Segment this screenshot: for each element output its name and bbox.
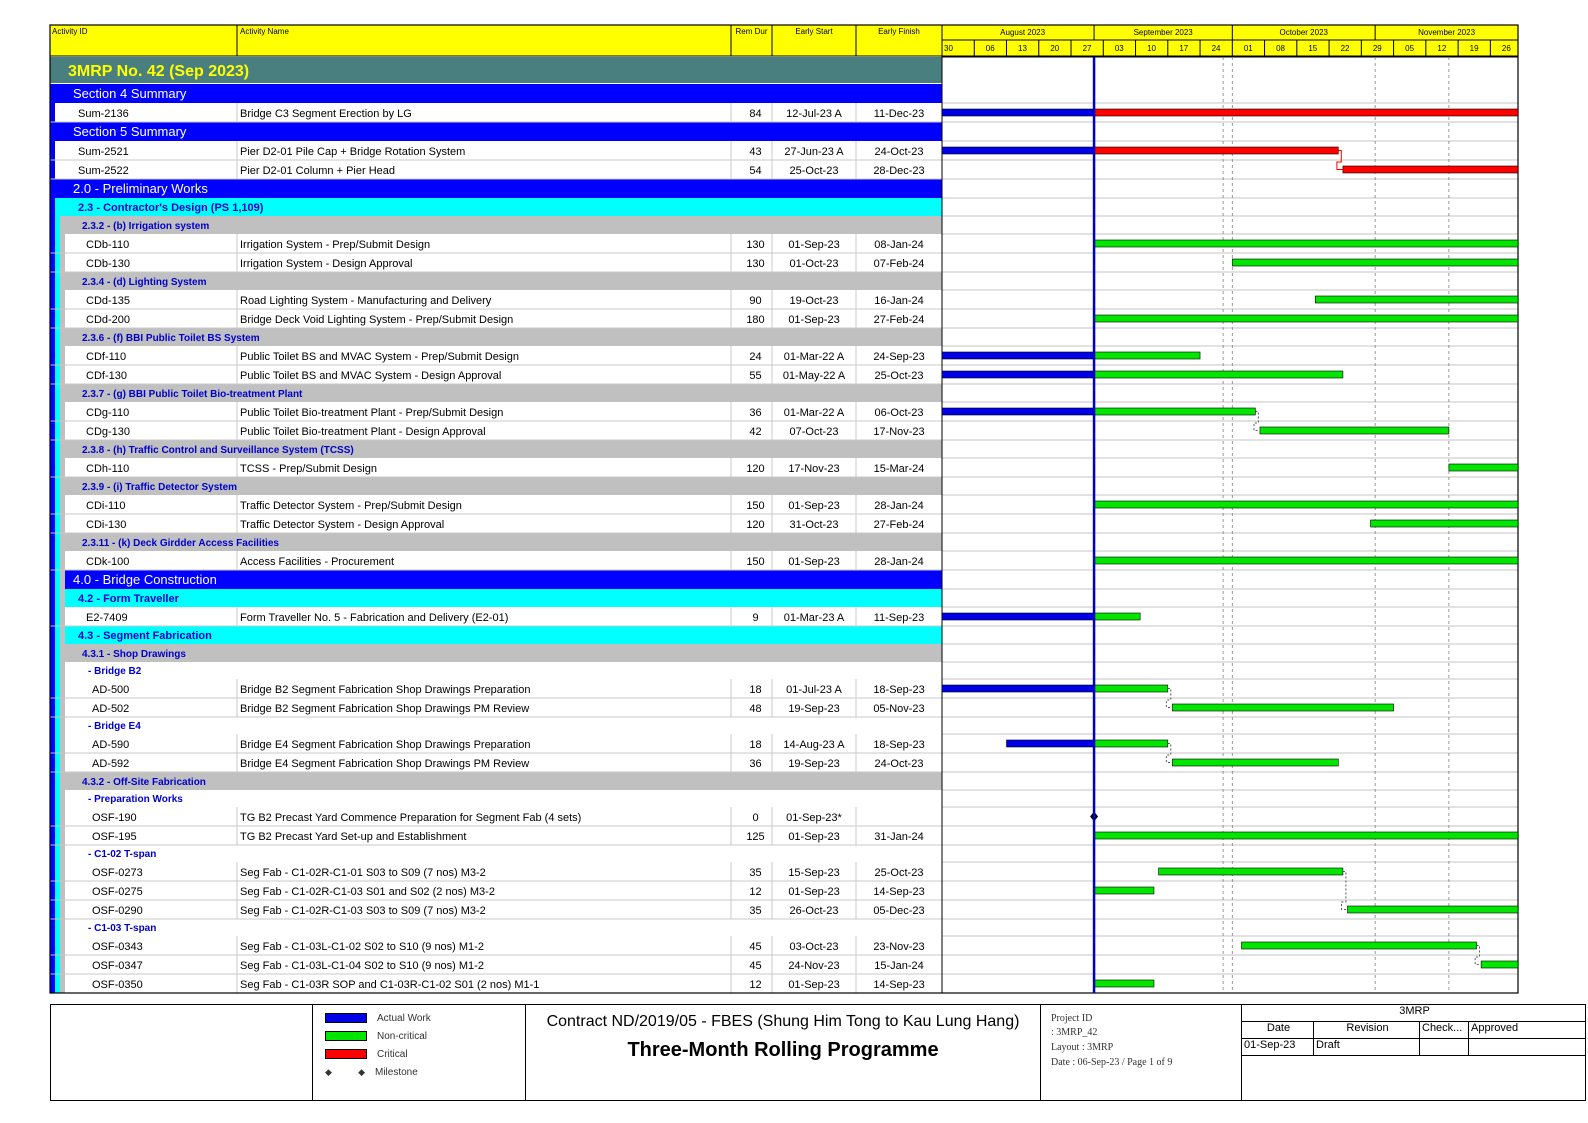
rem-dur: 120 [746,519,765,531]
early-start: 19-Oct-23 [789,295,839,307]
early-start: 01-May-22 A [782,370,846,382]
rem-dur: 120 [746,463,765,475]
legend-critical-swatch [325,1049,367,1059]
header-activity-id: Activity ID [52,27,88,36]
wbs-band-level2 [50,589,942,607]
week-label: 08 [1276,44,1286,53]
week-label: 05 [1405,44,1415,53]
activity-name: Traffic Detector System - Prep/Submit Design [240,500,462,512]
left-gutter-level3 [60,224,65,993]
early-finish: 25-Oct-23 [874,370,924,382]
gantt-bar-actual [942,371,1094,378]
gantt-bar-noncritical [1232,259,1518,266]
revision-title: 3MRP [1242,1005,1585,1022]
early-start: 01-Sep-23 [788,556,840,568]
header-early-finish: Early Finish [878,27,920,36]
early-finish: 15-Mar-24 [873,463,925,475]
week-label: 30 [944,44,953,53]
activity-id: OSF-0347 [92,960,143,972]
header-early-start: Early Start [795,27,833,36]
week-label: 17 [1179,44,1189,53]
early-start: 15-Sep-23 [788,867,840,879]
gantt-bar-noncritical [1449,464,1518,471]
activity-id: CDk-100 [86,556,130,568]
activity-id: AD-590 [92,739,130,751]
activity-id: CDi-130 [86,519,127,531]
header-rem-dur: Rem Dur [735,27,768,36]
wbs-band-label: 2.3.4 - (d) Lighting System [82,277,207,288]
gantt-bar-noncritical [1094,408,1255,415]
gantt-bar-actual [1007,740,1095,747]
early-start: 01-Sep-23 [788,239,840,251]
gantt-bar-actual [942,352,1094,359]
gantt-bar-noncritical [1242,942,1477,949]
early-start: 01-Sep-23* [786,812,842,824]
project-id-label: Project ID [1051,1013,1093,1024]
rem-dur: 12 [749,886,762,898]
activity-id: AD-500 [92,684,130,696]
gantt-bar-noncritical [1094,371,1343,378]
activity-id: CDd-135 [86,295,131,307]
rem-dur: 18 [749,739,762,751]
activity-id: AD-502 [92,703,130,715]
activity-name: Traffic Detector System - Design Approval [240,519,445,531]
legend-milestone: ◆ ◆ Milestone [325,1066,418,1078]
activity-name: TG B2 Precast Yard Set-up and Establishment [240,831,467,843]
activity-id: CDh-110 [86,463,130,475]
gantt-bar-noncritical [1094,832,1518,839]
week-label: 10 [1147,44,1156,53]
contract-title: Contract ND/2019/05 - FBES (Shung Him Tong to Kau Lung Hang) [546,1013,1020,1030]
wbs-band-label: 2.3.9 - (i) Traffic Detector System [82,482,238,493]
project-info [1041,1005,1242,1100]
rem-dur: 42 [749,426,762,438]
wbs-sub-band [50,662,942,679]
gantt-bar-noncritical [1094,240,1518,247]
early-start: 19-Sep-23 [788,758,840,770]
activity-name: Pier D2-01 Column + Pier Head [240,165,395,177]
wbs-band-label: 4.2 - Form Traveller [78,593,179,605]
rev-approved [1469,1039,1585,1056]
wbs-band-label: 2.3.2 - (b) Irrigation system [82,221,210,232]
activity-id: CDg-130 [86,426,131,438]
early-finish: 11-Dec-23 [873,108,925,120]
activity-name: Seg Fab - C1-03L-C1-04 S02 to S10 (9 nos) M1-2 [240,960,484,972]
dependency-link [1342,872,1348,910]
gantt-bar-noncritical [1094,315,1518,322]
activity-id: OSF-0350 [92,979,143,991]
rem-dur: 55 [749,370,762,382]
early-start: 12-Jul-23 A [786,108,842,120]
early-start: 26-Oct-23 [789,905,839,917]
early-finish: 07-Feb-24 [873,258,925,270]
wbs-band-label: 2.3.11 - (k) Deck Girdder Access Facilities [82,538,279,549]
activity-id: AD-592 [92,758,130,770]
footer-blank [51,1005,313,1100]
activity-name: Bridge E4 Segment Fabrication Shop Drawings PM Review [240,758,530,770]
activity-id: OSF-0275 [92,886,143,898]
gantt-bar-noncritical [1094,501,1518,508]
rem-dur: 43 [749,146,762,158]
programme-title: 3MRP No. 42 (Sep 2023) [68,63,250,80]
gantt-bar-noncritical [1094,557,1518,564]
wbs-band-label: 2.3.7 - (g) BBI Public Toilet Bio-treatment Plant [82,389,303,400]
legend-actual-swatch [325,1013,367,1023]
activity-name: Irrigation System - Design Approval [240,258,413,270]
header-activity-name: Activity Name [240,27,289,36]
project-id: : 3MRP_42 [1051,1027,1098,1038]
gantt-bar-critical [1094,147,1338,154]
activity-name: Bridge B2 Segment Fabrication Shop Drawings Preparation [240,684,531,696]
title-box [526,1005,1041,1100]
week-label: 03 [1114,44,1124,53]
early-finish: 28-Jan-24 [874,556,924,568]
wbs-sub-band [50,845,942,862]
rem-dur: 84 [749,108,762,120]
rem-dur: 130 [746,239,765,251]
early-finish: 14-Sep-23 [873,979,925,991]
gantt-bar-noncritical [1159,868,1343,875]
gantt-bar-noncritical [1260,427,1449,434]
month-label: September 2023 [1133,28,1193,37]
early-finish: 25-Oct-23 [874,867,924,879]
rem-dur: 0 [752,812,759,824]
activity-name: Road Lighting System - Manufacturing and Delivery [240,295,492,307]
early-finish: 05-Nov-23 [873,703,925,715]
early-finish: 08-Jan-24 [874,239,924,251]
gantt-bar-actual [942,147,1094,154]
legend-box [313,1005,526,1100]
title-block [50,1004,1586,1101]
early-start: 31-Oct-23 [789,519,839,531]
legend-noncritical: Non-critical [325,1029,427,1043]
rem-dur: 125 [746,831,765,843]
rev-check [1420,1039,1469,1056]
activity-id: OSF-0273 [92,867,143,879]
week-label: 27 [1082,44,1092,53]
wbs-sub-label: - Preparation Works [88,794,183,805]
legend-noncritical-swatch [325,1031,367,1041]
week-label: 15 [1308,44,1318,53]
rem-dur: 12 [749,979,762,991]
early-start: 01-Oct-23 [789,258,839,270]
month-label: October 2023 [1279,28,1328,37]
early-start: 25-Oct-23 [789,165,839,177]
wbs-sub-band [50,717,942,734]
activity-name: TG B2 Precast Yard Commence Preparation for Segment Fab (4 sets) [240,812,582,824]
wbs-band-label: 4.0 - Bridge Construction [73,572,217,587]
wbs-sub-band [50,790,942,807]
gantt-bar-noncritical [1315,296,1518,303]
wbs-band-label: 4.3 - Segment Fabrication [78,630,212,642]
gantt-bar-noncritical [1172,704,1393,711]
diamond-icon: ◆ ◆ [325,1066,365,1077]
wbs-sub-label: - C1-02 T-span [88,849,157,860]
week-label: 19 [1469,44,1479,53]
rem-dur: 36 [749,758,762,770]
activity-name: Form Traveller No. 5 - Fabrication and Delivery (E2-01) [240,612,509,624]
rem-dur: 150 [746,556,765,568]
activity-name: Public Toilet Bio-treatment Plant - Prep/Submit Design [240,407,504,419]
early-start: 24-Nov-23 [788,960,840,972]
activity-name: Pier D2-01 Pile Cap + Bridge Rotation System [240,146,466,158]
activity-id: CDf-130 [86,370,127,382]
early-finish: 05-Dec-23 [873,905,925,917]
early-finish: 17-Nov-23 [873,426,925,438]
early-start: 01-Mar-22 A [783,407,845,419]
month-label: November 2023 [1418,28,1476,37]
wbs-sub-band [50,919,942,936]
wbs-band-label: 2.3.8 - (h) Traffic Control and Surveillance System (TCSS) [82,445,354,456]
activity-name: Access Facilities - Procurement [240,556,395,568]
rem-dur: 90 [749,295,762,307]
rem-dur: 54 [749,165,762,177]
layout-name: Layout : 3MRP [1051,1042,1114,1053]
gantt-bar-noncritical [1481,961,1518,968]
legend-actual: Actual Work [325,1011,431,1025]
week-label: 24 [1211,44,1221,53]
rem-dur: 180 [746,314,765,326]
activity-id: CDb-110 [86,239,130,251]
activity-id: Sum-2522 [78,165,129,177]
wbs-sub-label: - Bridge B2 [88,666,142,677]
wbs-band-label: Section 5 Summary [73,124,187,139]
early-finish: 24-Sep-23 [873,351,925,363]
week-label: 01 [1243,44,1253,53]
rem-dur: 45 [749,960,762,972]
early-start: 01-Sep-23 [788,886,840,898]
wbs-band-label: Section 4 Summary [73,86,187,101]
early-start: 01-Mar-23 A [783,612,845,624]
early-start: 07-Oct-23 [789,426,839,438]
gantt-bar-actual [942,408,1094,415]
activity-name: Bridge B2 Segment Fabrication Shop Drawings PM Review [240,703,530,715]
activity-id: OSF-0290 [92,905,143,917]
wbs-sub-label: - C1-03 T-span [88,923,157,934]
rem-dur: 36 [749,407,762,419]
activity-name: Seg Fab - C1-03R SOP and C1-03R-C1-02 S01 (2 nos) M1-1 [240,979,540,991]
week-label: 12 [1437,44,1447,53]
rem-dur: 48 [749,703,762,715]
early-finish: 24-Oct-23 [874,758,924,770]
early-finish: 18-Sep-23 [873,739,925,751]
activity-id: E2-7409 [86,612,128,624]
early-finish: 18-Sep-23 [873,684,925,696]
early-start: 01-Jul-23 A [786,684,842,696]
rem-dur: 45 [749,941,762,953]
gantt-bar-critical [1343,166,1518,173]
week-label: 22 [1340,44,1350,53]
left-gutter-level1 [50,84,55,993]
rev-header-check: Check... [1420,1022,1469,1039]
early-start: 03-Oct-23 [789,941,839,953]
programme-subtitle: Three-Month Rolling Programme [627,1039,939,1061]
wbs-band-label: 4.3.2 - Off-Site Fabrication [82,777,206,788]
early-finish: 23-Nov-23 [873,941,925,953]
activity-id: CDi-110 [86,500,126,512]
activity-id: CDf-110 [86,351,127,363]
rem-dur: 18 [749,684,762,696]
early-finish: 27-Feb-24 [873,314,925,326]
early-start: 01-Sep-23 [788,314,840,326]
gantt-bar-actual [942,109,1094,116]
wbs-band-label: 2.0 - Preliminary Works [73,181,208,196]
wbs-band-label: 4.3.1 - Shop Drawings [82,649,186,660]
activity-id: CDd-200 [86,314,131,326]
week-label: 06 [985,44,995,53]
activity-id: OSF-190 [92,812,137,824]
early-finish: 06-Oct-23 [874,407,924,419]
gantt-bar-noncritical [1094,613,1140,620]
early-start: 01-Sep-23 [788,979,840,991]
rem-dur: 35 [749,867,762,879]
early-start: 17-Nov-23 [788,463,840,475]
early-start: 01-Sep-23 [788,500,840,512]
early-start: 19-Sep-23 [788,703,840,715]
activity-name: Seg Fab - C1-02R-C1-01 S03 to S09 (7 nos) M3-2 [240,867,486,879]
wbs-sub-label: - Bridge E4 [88,721,141,732]
early-finish: 24-Oct-23 [874,146,924,158]
gantt-bar-critical [1094,109,1518,116]
early-finish: 31-Jan-24 [874,831,924,843]
gantt-bar-noncritical [1371,520,1518,527]
rem-dur: 9 [752,612,759,624]
rev-date: 01-Sep-23 [1242,1039,1314,1056]
gantt-bar-noncritical [1094,685,1168,692]
gantt-bar-noncritical [1094,740,1168,747]
date-page: Date : 06-Sep-23 / Page 1 of 9 [1051,1057,1173,1068]
activity-name: Bridge Deck Void Lighting System - Prep/Submit Design [240,314,514,326]
activity-name: Public Toilet Bio-treatment Plant - Design Approval [240,426,486,438]
rem-dur: 130 [746,258,765,270]
early-start: 14-Aug-23 A [783,739,845,751]
week-label: 20 [1050,44,1060,53]
activity-name: Bridge C3 Segment Erection by LG [240,108,412,120]
rev-revision: Draft [1314,1039,1420,1056]
legend-critical: Critical [325,1047,408,1061]
activity-name: Bridge E4 Segment Fabrication Shop Drawings Preparation [240,739,531,751]
activity-name: Seg Fab - C1-03L-C1-02 S02 to S10 (9 nos) M1-2 [240,941,484,953]
rev-header-date: Date [1242,1022,1314,1039]
early-finish: 14-Sep-23 [873,886,925,898]
gantt-bar-noncritical [1172,759,1338,766]
rev-header-revision: Revision [1314,1022,1420,1039]
activity-id: Sum-2521 [78,146,129,158]
revision-table [1242,1005,1585,1057]
activity-id: Sum-2136 [78,108,129,120]
month-label: August 2023 [1000,28,1046,37]
activity-name: Seg Fab - C1-02R-C1-03 S01 and S02 (2 nos) M3-2 [240,886,495,898]
week-label: 29 [1372,44,1382,53]
activity-name: Public Toilet BS and MVAC System - Design Approval [240,370,502,382]
activity-id: CDb-130 [86,258,131,270]
gantt-bar-actual [942,613,1094,620]
gantt-bar-noncritical [1348,906,1518,913]
activity-id: OSF-195 [92,831,137,843]
week-label: 26 [1501,44,1511,53]
gantt-bar-actual [942,685,1094,692]
activity-name: Seg Fab - C1-02R-C1-03 S03 to S09 (7 nos) M3-2 [240,905,486,917]
activity-id: OSF-0343 [92,941,143,953]
early-finish: 28-Dec-23 [873,165,925,177]
early-start: 01-Sep-23 [788,831,840,843]
early-finish: 11-Sep-23 [873,612,925,624]
early-finish: 27-Feb-24 [873,519,925,531]
rem-dur: 150 [746,500,765,512]
early-finish: 16-Jan-24 [874,295,924,307]
gantt-bar-noncritical [1094,887,1154,894]
wbs-band-label: 2.3.6 - (f) BBI Public Toilet BS System [82,333,260,344]
early-finish: 28-Jan-24 [874,500,924,512]
activity-id: CDg-110 [86,407,130,419]
early-finish: 15-Jan-24 [874,960,924,972]
gantt-bar-noncritical [1094,980,1154,987]
activity-name: Irrigation System - Prep/Submit Design [240,239,431,251]
gantt-bar-noncritical [1094,352,1200,359]
activity-name: Public Toilet BS and MVAC System - Prep/Submit Design [240,351,519,363]
early-start: 01-Mar-22 A [783,351,845,363]
rem-dur: 24 [749,351,762,363]
rev-header-approved: Approved [1469,1022,1585,1039]
week-label: 13 [1018,44,1027,53]
rem-dur: 35 [749,905,762,917]
wbs-band-label: 2.3 - Contractor's Design (PS 1,109) [78,202,264,214]
early-start: 27-Jun-23 A [784,146,844,158]
left-gutter-level2 [55,206,60,993]
activity-name: TCSS - Prep/Submit Design [240,463,377,475]
